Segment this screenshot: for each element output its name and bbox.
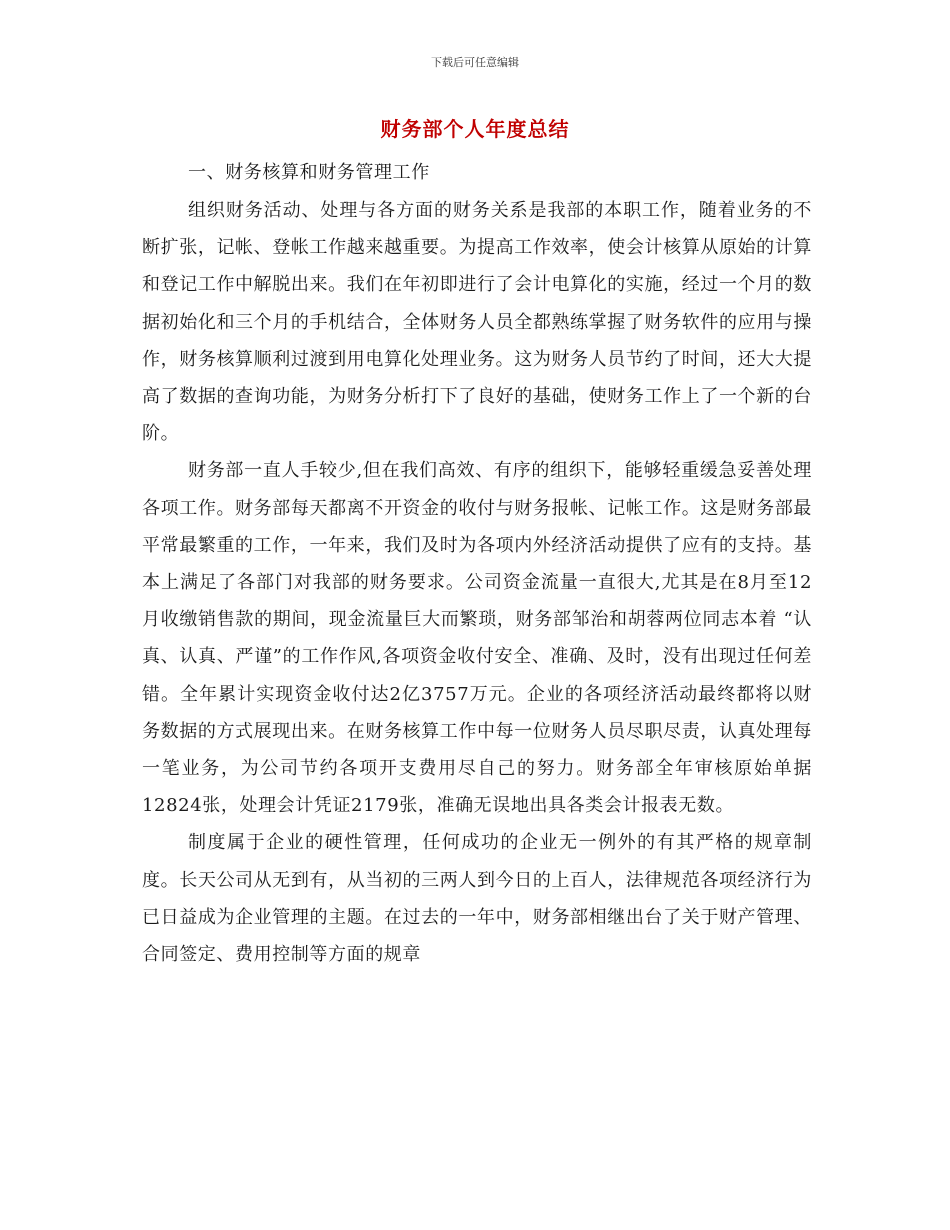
document-title: 财务部个人年度总结 [380, 117, 570, 141]
paragraph-accounting: 组织财务活动、处理与各方面的财务关系是我部的本职工作，随着业务的不断扩张，记帐、登帐工作越来越重要。为提高工作效率，使会计核算从原始的计算和登记工作中解脱出来。我们在年初即进行了会计电算化的实施，经过一个月的数据初始化和三个月的手机结合，全体财务人员全都熟练掌握了财务软件的应用与操作，财务核算顺利过渡到用电算化处理业务。这为财务人员节约了时间，还大大提高了数据的查询功能，为财务分析打下了良好的基础，使财务工作上了一个新的台阶。 [142, 200, 812, 445]
section-heading: 一、财务核算和财务管理工作 [188, 162, 430, 183]
paragraph-fund-management: 财务部一直人手较少,但在我们高效、有序的组织下，能够轻重缓急妥善处理各项工作。财务部每天都离不开资金的收付与财务报帐、记帐工作。这是财务部最平常最繁重的工作，一年来，我们及时为各项内外经济活动提供了应有的支持。基本上满足了各部门对我部的财务要求。公司资金流量一直很大,尤其是在8月至12月收缴销售款的期间，现金流量巨大而繁琐，财务部邹治和胡蓉两位同志本着 “认真、认真、严谨”的工作作风,各项资金收付安全、准确、及时，没有出现过任何差错。全年累计实现资金收付达2亿3757万元。企业的各项经济活动最终都将以财务数据的方式展现出来。在财务核算工作中每一位财务人员尽职尽责，认真处理每一笔业务，为公司节约各项开支费用尽自己的努力。财务部全年审核原始单据12824张，处理会计凭证2179张，准确无误地出具各类会计报表无数。 [142, 460, 812, 817]
document-body [142, 154, 812, 973]
paragraph-regulations: 制度属于企业的硬性管理，任何成功的企业无一例外的有其严格的规章制度。长天公司从无到有，从当初的三两人到今日的上百人，法律规范各项经济行为已日益成为企业管理的主题。在过去的一年中，财务部相继出台了关于财产管理、合同签定、费用控制等方面的规章 [142, 832, 812, 966]
header-note: 下载后可任意编辑 [431, 56, 519, 69]
